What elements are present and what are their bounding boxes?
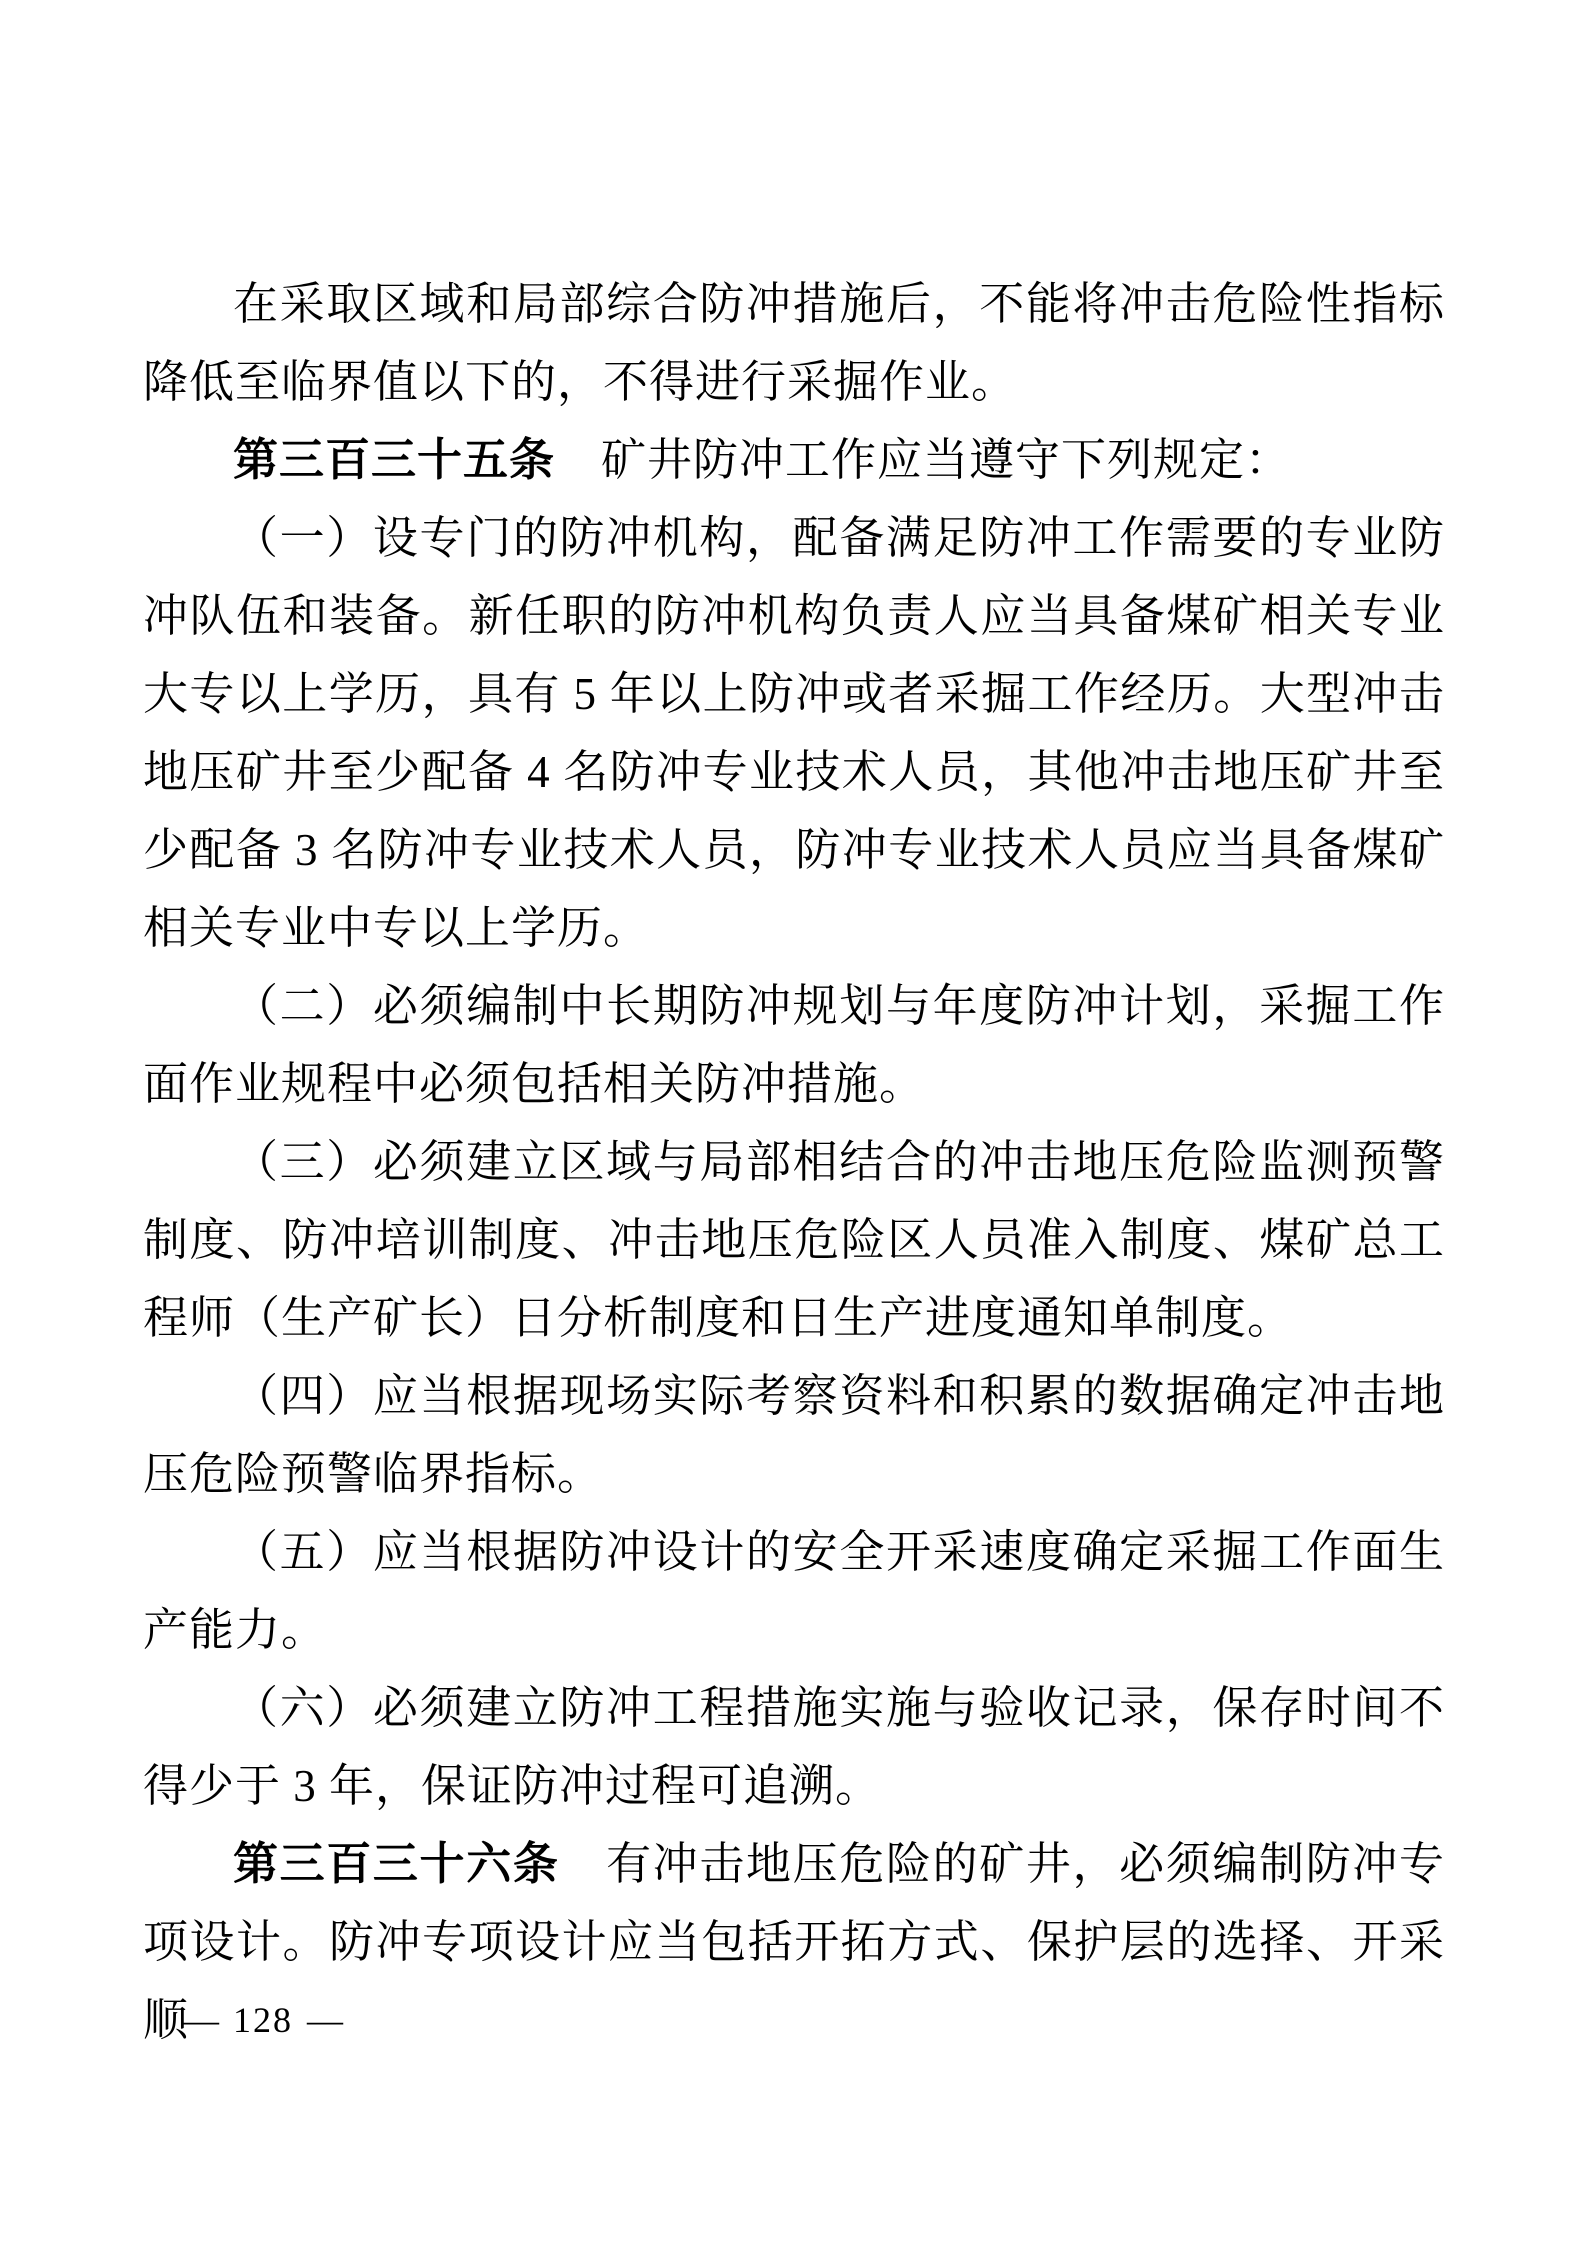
- article-number: 第三百三十五条: [233, 434, 556, 485]
- paragraph: [143, 265, 1445, 421]
- paragraph: [143, 499, 1445, 967]
- text-run: （六）必须建立防冲工程措施实施与验收记录，保存时间不得少于 3 年，保证防冲过程可追溯。: [143, 1683, 1445, 1811]
- document-body: [143, 265, 1445, 2059]
- text-run: （五）应当根据防冲设计的安全开采速度确定采掘工作面生产能力。: [143, 1527, 1445, 1655]
- page-number: 128: [233, 2000, 293, 2040]
- paragraph: [143, 967, 1445, 1123]
- text-run: 矿井防冲工作应当遵守下列规定：: [555, 435, 1292, 485]
- paragraph: [143, 1513, 1445, 1669]
- paragraph: [143, 421, 1445, 499]
- text-run: （一）设专门的防冲机构，配备满足防冲工作需要的专业防冲队伍和装备。新任职的防冲机构负责人应当具备煤矿相关专业大专以上学历，具有 5 年以上防冲或者采掘工作经历。大型冲击地压矿井至少配备 4 名防冲专业技术人员，其他冲击地压矿井至少配备 3 名防冲专业技术人员，防冲专业技术人员应当具备煤矿相关专业中专以上学历。: [143, 513, 1445, 953]
- text-run: 有冲击地压危险的矿井，必须编制防冲专项设计。防冲专项设计应当包括开拓方式、保护层的选择、开采顺: [143, 1839, 1445, 2045]
- paragraph: [143, 1669, 1445, 1825]
- paragraph: [143, 1123, 1445, 1357]
- page-footer: [183, 1998, 343, 2042]
- text-run: （四）应当根据现场实际考察资料和积累的数据确定冲击地压危险预警临界指标。: [143, 1371, 1445, 1499]
- text-run: 在采取区域和局部综合防冲措施后，不能将冲击危险性指标降低至临界值以下的，不得进行采掘作业。: [143, 279, 1445, 407]
- footer-dash-right: —: [307, 2000, 343, 2040]
- article-number: 第三百三十六条: [233, 1838, 560, 1889]
- text-run: （二）必须编制中长期防冲规划与年度防冲计划，采掘工作面作业规程中必须包括相关防冲措施。: [143, 981, 1445, 1109]
- paragraph: [143, 1357, 1445, 1513]
- text-run: （三）必须建立区域与局部相结合的冲击地压危险监测预警制度、防冲培训制度、冲击地压危险区人员准入制度、煤矿总工程师（生产矿长）日分析制度和日生产进度通知单制度。: [143, 1137, 1445, 1343]
- footer-dash-left: —: [183, 2000, 219, 2040]
